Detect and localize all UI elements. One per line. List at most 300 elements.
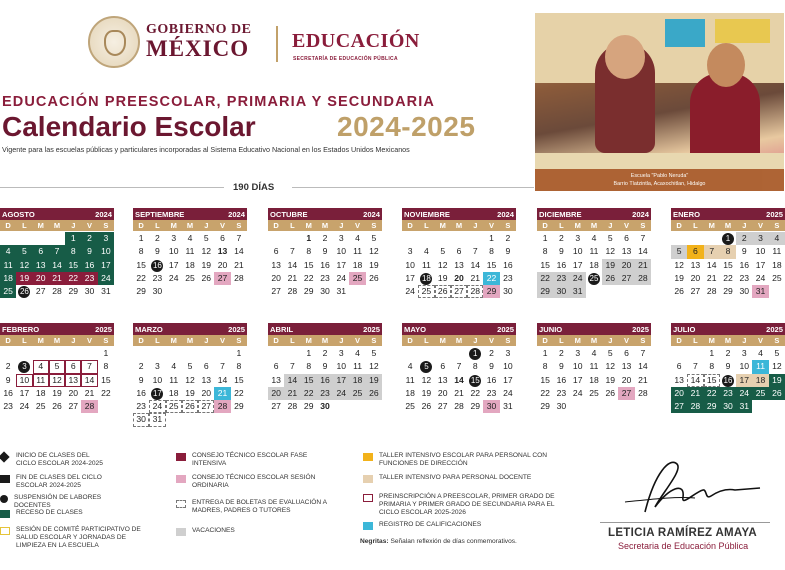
weekday-label: M xyxy=(455,221,463,230)
month-enero xyxy=(671,208,785,298)
weekday-label: J xyxy=(71,336,76,345)
classroom-photo xyxy=(535,13,784,191)
days-count: 190 DÍAS xyxy=(233,182,275,193)
legend-text: CONSEJO TÉCNICO ESCOLAR FASE INTENSIVA xyxy=(192,452,308,467)
day-cell: 21 xyxy=(214,387,230,400)
month-header xyxy=(0,208,114,220)
weekday-label: V xyxy=(355,336,361,345)
day-cell: 2 xyxy=(5,361,11,372)
weekday-label: S xyxy=(640,336,646,345)
day-cell: 3 xyxy=(338,233,344,243)
weekday-header xyxy=(402,335,516,346)
empty-cell xyxy=(133,347,149,360)
weekday-label: L xyxy=(424,221,429,230)
day-grid xyxy=(537,232,651,298)
day-cell: 5 xyxy=(371,348,377,358)
day-cell: 17 xyxy=(755,259,766,270)
day-cell: 24 xyxy=(503,387,513,398)
day-cell: 23 xyxy=(81,272,97,285)
weekday-header xyxy=(268,220,382,231)
month-header xyxy=(537,208,651,220)
day-cell: 7 xyxy=(456,361,462,372)
weekday-label: L xyxy=(22,221,27,230)
weekday-label: D xyxy=(273,336,279,345)
empty-cell xyxy=(435,232,451,245)
day-cell: 26 xyxy=(19,287,29,297)
day-cell: 19 xyxy=(602,259,618,272)
day-cell: 22 xyxy=(234,387,244,398)
month-name: SEPTIEMBRE xyxy=(135,209,185,219)
day-cell: 23 xyxy=(556,387,567,398)
day-cell: 17 xyxy=(572,259,583,270)
weekday-label: D xyxy=(5,336,11,345)
day-cell: 6 xyxy=(624,348,629,358)
day-cell: 11 xyxy=(589,246,599,257)
weekday-label: M xyxy=(186,221,194,230)
day-cell: 31 xyxy=(570,285,586,298)
day-cell: 25 xyxy=(589,387,599,398)
day-cell: 29 xyxy=(537,285,553,298)
day-cell: 3 xyxy=(575,233,581,243)
day-cell: 12 xyxy=(421,374,432,385)
day-cell: 27 xyxy=(271,286,281,297)
empty-cell xyxy=(402,232,418,245)
weekday-label: L xyxy=(559,336,564,345)
day-cell: 11 xyxy=(33,374,49,387)
day-cell: 6 xyxy=(440,361,446,372)
day-cell: 4 xyxy=(355,348,360,358)
weekday-label: L xyxy=(290,221,295,230)
day-cell: 4 xyxy=(591,348,597,358)
day-cell: 15 xyxy=(704,374,720,387)
legend-text: VACACIONES xyxy=(192,527,235,534)
day-cell: 3 xyxy=(505,348,511,358)
day-cell: 4 xyxy=(591,233,597,243)
weekday-label: M xyxy=(37,336,44,345)
day-cell: 6 xyxy=(456,246,462,257)
empty-cell xyxy=(198,347,214,360)
day-cell: 30 xyxy=(320,401,330,412)
title-calendar: Calendario Escolar xyxy=(2,111,256,142)
day-cell: 1 xyxy=(306,233,312,243)
empty-cell xyxy=(435,347,451,360)
legend-text: TALLER INTENSIVO PARA PERSONAL DOCENTE xyxy=(379,474,532,481)
day-cell: 2 xyxy=(138,361,144,372)
weekday-label: M xyxy=(53,221,61,230)
month-noviembre xyxy=(402,208,516,298)
day-cell: 14 xyxy=(49,259,65,272)
day-cell: 2 xyxy=(155,233,160,243)
weekday-label: S xyxy=(236,221,242,230)
day-cell: 16 xyxy=(739,259,750,270)
day-cell: 15 xyxy=(301,374,317,387)
empty-cell xyxy=(451,232,467,245)
day-cell: 17 xyxy=(98,259,114,272)
day-grid xyxy=(671,232,785,298)
month-abril xyxy=(268,323,382,413)
day-cell: 14 xyxy=(706,259,717,270)
day-grid xyxy=(671,347,785,413)
legend-swatch xyxy=(363,453,373,461)
legend-item xyxy=(176,474,316,490)
month-name: MAYO xyxy=(404,324,427,334)
day-cell: 22 xyxy=(65,272,81,285)
day-cell: 28 xyxy=(638,387,648,398)
day-cell: 18 xyxy=(0,272,16,285)
weekday-label: D xyxy=(138,221,144,230)
day-cell: 16 xyxy=(81,259,97,272)
day-cell: 1 xyxy=(542,233,548,243)
empty-cell xyxy=(214,347,230,360)
day-cell: 23 xyxy=(486,387,497,398)
day-cell: 4 xyxy=(171,361,177,372)
month-name: AGOSTO xyxy=(2,209,35,219)
day-cell: 10 xyxy=(572,246,583,257)
day-cell: 18 xyxy=(589,259,599,270)
day-cell: 29 xyxy=(303,286,314,297)
weekday-label: J xyxy=(608,221,613,230)
day-cell: 20 xyxy=(33,272,49,285)
day-grid xyxy=(402,232,516,298)
empty-cell xyxy=(0,347,16,360)
day-cell: 20 xyxy=(618,259,634,272)
day-cell: 21 xyxy=(234,259,244,270)
day-cell: 16 xyxy=(723,375,733,385)
weekday-header xyxy=(133,335,247,346)
day-cell: 2 xyxy=(322,233,328,243)
day-cell: 18 xyxy=(352,259,363,270)
day-cell: 9 xyxy=(489,361,494,372)
day-cell: 14 xyxy=(217,374,228,385)
day-cell: 3 xyxy=(171,233,177,243)
day-cell: 4 xyxy=(0,245,16,258)
day-grid xyxy=(402,347,516,413)
day-cell: 8 xyxy=(489,246,494,257)
weekday-label: J xyxy=(742,221,747,230)
month-name: ABRIL xyxy=(270,324,294,334)
month-header xyxy=(402,323,516,335)
month-header xyxy=(537,323,651,335)
day-cell: 4 xyxy=(769,232,785,245)
weekday-header xyxy=(537,335,651,346)
legend-swatch xyxy=(363,522,373,530)
day-cell: 23 xyxy=(720,387,736,400)
day-cell: 4 xyxy=(758,348,763,358)
day-cell: 20 xyxy=(671,387,687,400)
day-cell: 1 xyxy=(103,348,109,358)
day-cell: 16 xyxy=(317,374,333,387)
day-cell: 16 xyxy=(136,387,146,398)
day-grid xyxy=(133,347,247,427)
weekday-label: L xyxy=(155,336,160,345)
day-cell: 7 xyxy=(290,361,295,372)
legend-item xyxy=(0,494,110,510)
day-cell: 23 xyxy=(503,272,513,283)
empty-cell xyxy=(16,232,32,245)
divider-left xyxy=(0,187,224,188)
day-cell: 15 xyxy=(234,374,244,385)
day-cell: 8 xyxy=(138,246,144,257)
month-header xyxy=(671,323,785,335)
day-cell: 9 xyxy=(741,246,747,257)
day-cell: 10 xyxy=(755,246,766,257)
day-cell: 28 xyxy=(467,285,483,298)
day-cell: 7 xyxy=(640,348,646,358)
day-cell: 3 xyxy=(752,232,768,245)
day-cell: 1 xyxy=(489,233,494,243)
day-cell: 5 xyxy=(418,360,434,373)
day-cell: 5 xyxy=(187,361,193,372)
day-cell: 25 xyxy=(349,272,365,285)
month-febrero xyxy=(0,323,114,413)
day-cell: 21 xyxy=(84,387,95,398)
weekday-label: V xyxy=(87,336,93,345)
legend-item xyxy=(176,499,346,515)
weekday-label: M xyxy=(574,336,581,345)
day-cell: 22 xyxy=(704,387,720,400)
weekday-label: M xyxy=(321,221,329,230)
day-cell: 11 xyxy=(589,361,599,372)
day-cell: 26 xyxy=(52,401,62,412)
day-cell: 1 xyxy=(236,348,242,358)
day-cell: 13 xyxy=(454,259,464,270)
day-cell: 24 xyxy=(333,387,349,400)
day-cell: 28 xyxy=(635,272,651,285)
legend-item xyxy=(363,452,553,468)
empty-cell xyxy=(671,232,687,245)
month-diciembre xyxy=(537,208,651,298)
day-cell: 4 xyxy=(424,246,429,257)
day-cell: 14 xyxy=(687,374,703,387)
day-cell: 7 xyxy=(693,361,698,372)
day-cell: 25 xyxy=(166,400,182,413)
day-cell: 10 xyxy=(503,361,513,372)
day-cell: 3 xyxy=(98,232,114,245)
day-cell: 2 xyxy=(505,233,511,243)
day-cell: 13 xyxy=(271,374,281,385)
weekday-header xyxy=(671,335,785,346)
day-cell: 21 xyxy=(470,272,481,283)
day-cell: 9 xyxy=(155,246,160,257)
legend-text: REGISTRO DE CALIFICACIONES xyxy=(379,521,482,528)
day-cell: 1 xyxy=(467,347,483,360)
legend-item xyxy=(0,452,110,468)
weekday-label: J xyxy=(473,336,478,345)
day-cell: 17 xyxy=(572,374,583,385)
day-cell: 22 xyxy=(537,272,553,285)
day-cell: 5 xyxy=(774,348,780,358)
day-cell: 22 xyxy=(303,272,314,283)
day-cell: 28 xyxy=(706,286,717,297)
legend-swatch xyxy=(0,527,10,535)
day-cell: 12 xyxy=(16,259,32,272)
empty-cell xyxy=(65,347,81,360)
weekday-label: D xyxy=(542,221,548,230)
weekday-label: M xyxy=(186,336,194,345)
day-cell: 29 xyxy=(136,286,146,297)
weekday-label: M xyxy=(439,221,446,230)
day-cell: 10 xyxy=(168,246,179,257)
day-cell: 27 xyxy=(618,387,634,400)
legend-item xyxy=(363,493,573,517)
weekday-label: M xyxy=(708,221,715,230)
day-cell: 24 xyxy=(405,286,415,297)
day-cell: 19 xyxy=(185,387,195,398)
day-cell: 2 xyxy=(559,233,564,243)
day-grid xyxy=(268,347,382,413)
month-agosto xyxy=(0,208,114,298)
weekday-label: D xyxy=(676,336,682,345)
day-cell: 27 xyxy=(271,401,281,412)
day-cell: 26 xyxy=(369,272,379,283)
day-cell: 28 xyxy=(287,401,298,412)
weekday-label: D xyxy=(676,221,682,230)
day-cell: 23 xyxy=(152,272,163,283)
day-cell: 21 xyxy=(706,272,717,283)
legend-text: ENTREGA DE BOLETAS DE EVALUACIÓN A MADRES, PADRES O TUTORES xyxy=(192,499,327,514)
month-name: MARZO xyxy=(135,324,163,334)
day-cell: 12 xyxy=(605,361,616,372)
day-cell: 3 xyxy=(338,348,344,358)
day-grid xyxy=(268,232,382,298)
day-cell: 28 xyxy=(234,272,244,283)
day-cell: 12 xyxy=(437,259,448,270)
day-cell: 17 xyxy=(336,259,347,270)
empty-cell xyxy=(0,232,16,245)
month-name: DICIEMBRE xyxy=(539,209,582,219)
day-cell: 11 xyxy=(0,259,16,272)
divider-right xyxy=(292,187,534,188)
day-cell: 29 xyxy=(68,286,79,297)
legend-swatch xyxy=(363,494,373,502)
legend-swatch xyxy=(0,451,10,462)
day-cell: 8 xyxy=(720,245,736,258)
day-cell: 16 xyxy=(3,387,13,398)
day-cell: 31 xyxy=(101,286,111,297)
weekday-label: S xyxy=(103,221,109,230)
legend-swatch xyxy=(176,453,186,461)
day-cell: 15 xyxy=(723,259,733,270)
day-cell: 3 xyxy=(407,246,413,257)
day-cell: 29 xyxy=(704,400,720,413)
legend-text: SUSPENSIÓN DE LABORES DOCENTES xyxy=(14,494,102,509)
month-name: FEBRERO xyxy=(2,324,40,334)
day-cell: 8 xyxy=(472,361,478,372)
month-year: 2024 xyxy=(95,209,112,219)
month-year: 2024 xyxy=(632,209,649,219)
day-cell: 19 xyxy=(421,387,432,398)
day-cell: 11 xyxy=(772,246,782,257)
month-octubre xyxy=(268,208,382,298)
day-cell: 13 xyxy=(621,246,632,257)
day-cell: 21 xyxy=(638,374,648,385)
weekday-label: V xyxy=(220,336,226,345)
day-cell: 20 xyxy=(437,387,448,398)
day-cell: 31 xyxy=(336,286,347,297)
weekday-header xyxy=(0,220,114,231)
empty-cell xyxy=(284,232,300,245)
month-name: OCTUBRE xyxy=(270,209,308,219)
day-cell: 14 xyxy=(284,374,300,387)
weekday-label: M xyxy=(321,336,329,345)
day-cell: 5 xyxy=(49,360,65,373)
weekday-label: M xyxy=(439,336,446,345)
legend-text: INICIO DE CLASES DEL CICLO ESCOLAR 2024-2025 xyxy=(16,452,103,467)
weekday-label: J xyxy=(608,336,613,345)
day-cell: 2 xyxy=(489,348,494,358)
negritas-note xyxy=(360,538,517,545)
day-cell: 31 xyxy=(149,413,165,426)
day-cell: 27 xyxy=(437,401,448,412)
day-cell: 15 xyxy=(540,374,550,385)
day-cell: 11 xyxy=(185,246,195,257)
day-cell: 23 xyxy=(317,387,333,400)
day-cell: 24 xyxy=(168,272,179,283)
day-cell: 5 xyxy=(203,233,209,243)
day-cell: 30 xyxy=(483,400,499,413)
day-cell: 10 xyxy=(98,245,114,258)
educacion-label: EDUCACIÓN xyxy=(292,30,420,52)
day-cell: 11 xyxy=(353,361,363,372)
day-cell: 24 xyxy=(98,272,114,285)
day-cell: 12 xyxy=(369,361,379,372)
weekday-label: J xyxy=(204,221,209,230)
day-cell: 15 xyxy=(101,374,111,385)
day-cell: 31 xyxy=(752,285,768,298)
day-cell: 28 xyxy=(287,286,298,297)
weekday-header xyxy=(671,220,785,231)
day-cell: 20 xyxy=(217,259,228,270)
day-cell: 6 xyxy=(203,361,209,372)
day-cell: 17 xyxy=(736,374,752,387)
month-year: 2025 xyxy=(363,324,380,334)
day-cell: 12 xyxy=(674,259,684,270)
weekday-label: M xyxy=(724,336,732,345)
weekday-label: J xyxy=(339,221,344,230)
weekday-label: M xyxy=(305,336,312,345)
day-cell: 3 xyxy=(16,360,32,373)
day-cell: 14 xyxy=(234,246,244,257)
day-cell: 6 xyxy=(33,245,49,258)
empty-cell xyxy=(687,347,703,360)
day-cell: 19 xyxy=(769,374,785,387)
month-year: 2024 xyxy=(228,209,245,219)
weekday-label: D xyxy=(407,336,413,345)
day-cell: 20 xyxy=(454,272,464,283)
day-cell: 7 xyxy=(640,233,646,243)
day-cell: 1 xyxy=(542,348,548,358)
day-cell: 21 xyxy=(49,272,65,285)
day-cell: 4 xyxy=(407,361,413,372)
day-cell: 25 xyxy=(185,272,195,283)
weekday-label: L xyxy=(155,221,160,230)
weekday-header xyxy=(133,220,247,231)
day-cell: 10 xyxy=(336,361,347,372)
day-cell: 19 xyxy=(605,374,616,385)
day-cell: 5 xyxy=(440,246,446,257)
legend-swatch xyxy=(176,528,186,536)
day-cell: 25 xyxy=(35,401,46,412)
day-cell: 23 xyxy=(739,272,750,283)
month-year: 2025 xyxy=(766,324,783,334)
day-cell: 8 xyxy=(542,361,548,372)
title-year: 2024-2025 xyxy=(337,111,476,142)
month-julio xyxy=(671,323,785,413)
month-marzo xyxy=(133,323,247,427)
day-cell: 30 xyxy=(739,286,750,297)
weekday-label: S xyxy=(103,336,109,345)
day-cell: 11 xyxy=(421,259,431,270)
